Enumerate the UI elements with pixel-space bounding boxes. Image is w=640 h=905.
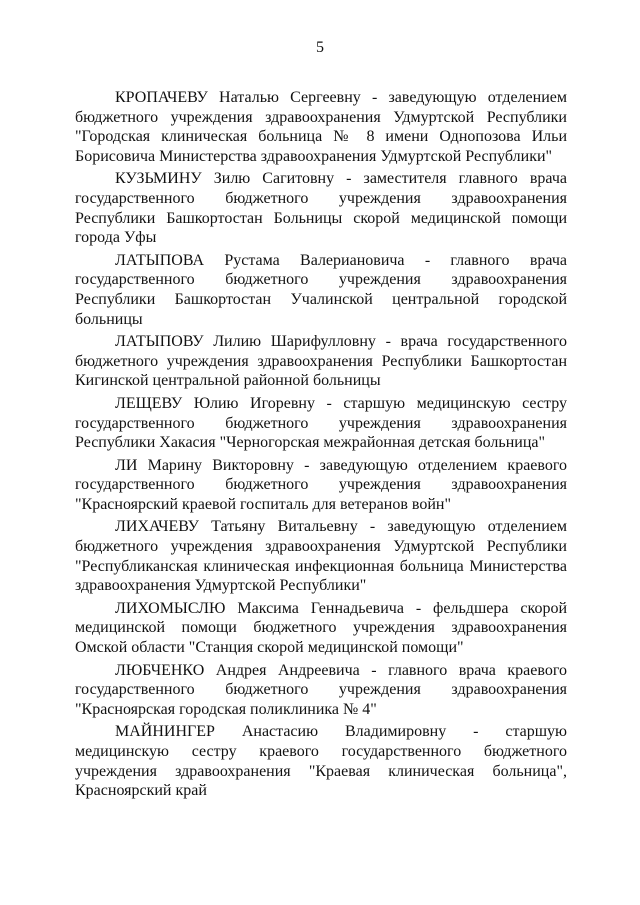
page-number: 5	[316, 39, 324, 56]
list-item: КУЗЬМИНУ Зилю Сагитовну - заместителя главного врача государственного бюджетного учреждения здравоохранения Республики Башкортостан Больницы скорой медицинской помощи города Уфы	[75, 170, 567, 247]
list-item: ЛИХАЧЕВУ Татьяну Витальевну - заведующую отделением бюджетного учреждения здравоохранения Удмуртской Республики "Республиканская клиническая инфекционная больница Министерства здравоохранения Удмуртской Республики"	[75, 518, 567, 595]
list-item: МАЙНИНГЕР Анастасию Владимировну - старшую медицинскую сестру краевого государственного бюджетного учреждения здравоохранения "Краевая клиническая больница", Красноярский край	[75, 723, 567, 800]
list-item: ЛЕЩЕВУ Юлию Игоревну - старшую медицинскую сестру государственного бюджетного учреждения здравоохранения Республики Хакасия "Черногорская межрайонная детская больница"	[75, 394, 567, 452]
list-item: ЛИХОМЫСЛЮ Максима Геннадьевича - фельдшера скорой медицинской помощи бюджетного учреждения здравоохранения Омской области "Станция скорой медицинской помощи"	[75, 599, 567, 657]
list-item: КРОПАЧЕВУ Наталью Сергеевну - заведующую отделением бюджетного учреждения здравоохранения Удмуртской Республики "Городская клиническая больница № 8 имени Однопозова Ильи Борисовича Министерства здравоохранения Удмуртской Республики"	[75, 89, 567, 165]
list-item: ЛАТЫПОВУ Лилию Шарифулловну - врача государственного бюджетного учреждения здравоохранения Республики Башкортостан Кигинской центральной районной больницы	[75, 333, 567, 390]
list-item: ЛЮБЧЕНКО Андрея Андреевича - главного врача краевого государственного бюджетного учреждения здравоохранения "Красноярская городская поликлиника № 4"	[75, 661, 567, 718]
award-list	[75, 88, 567, 804]
list-item: ЛИ Марину Викторовну - заведующую отделением краевого государственного бюджетного учреждения здравоохранения "Красноярский краевой госпиталь для ветеранов войн"	[75, 456, 567, 513]
list-item: ЛАТЫПОВА Рустама Валериановича - главного врача государственного бюджетного учреждения здравоохранения Республики Башкортостан Учалинской центральной городской больницы	[75, 251, 567, 328]
